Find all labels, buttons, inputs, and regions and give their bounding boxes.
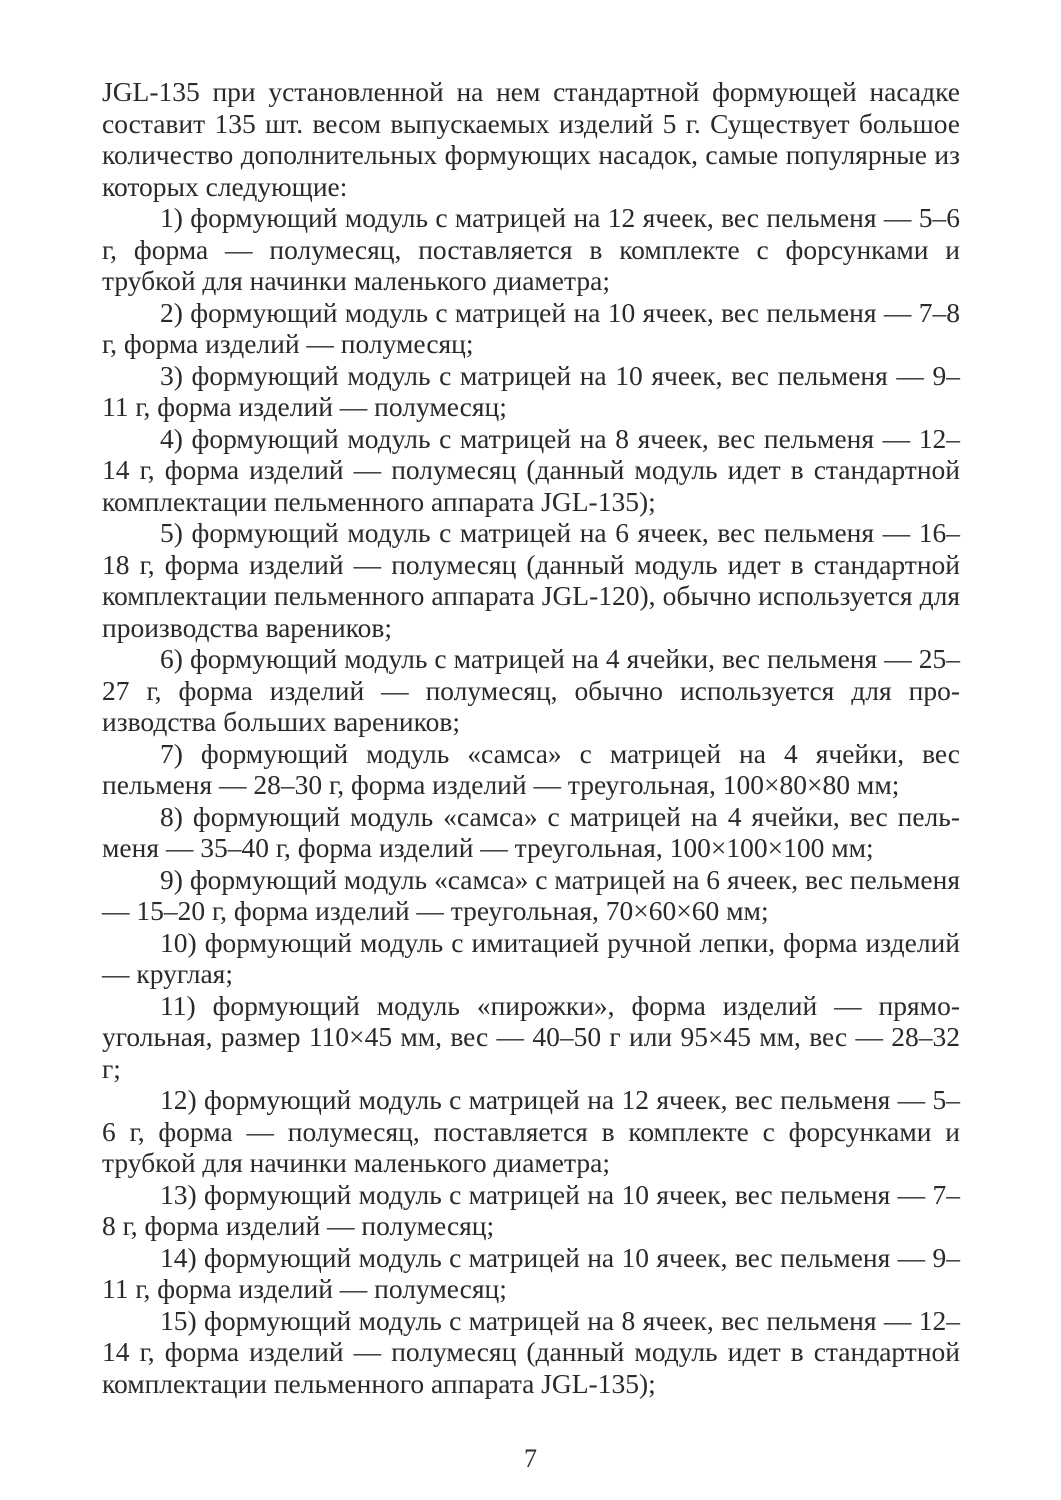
page-number: 7: [524, 1444, 537, 1473]
list-item: 7) формующий модуль «самса» с матрицей на 4 ячейки, вес пельменя — 28–30 г, форма изделий — треугольная, 100×80×80 мм;: [102, 737, 960, 800]
list-item: 1) формующий модуль с матрицей на 12 ячеек, вес пельменя — 5–6 г, форма — полумесяц, поставляется в комплекте с форсунками и трубкой для начинки маленького диаметра;: [102, 202, 960, 296]
list-item: 11) формующий модуль «пирожки», форма изделий — прямоугольная, размер 110×45 мм, вес — 40–50 г или 95×45 мм, вес — 28–32 г;: [102, 989, 960, 1084]
list-item: 9) формующий модуль «самса» с матрицей на 6 ячеек, вес пельменя — 15–20 г, форма изделий — треугольная, 70×60×60 мм;: [102, 863, 960, 926]
intro-paragraph: JGL-135 при установленной на нем стандартной формующей насадке составит 135 шт. весом выпускаемых изделий 5 г. Существует большое количество дополнительных формующих насадок, самые популярные из которых следующие:: [102, 76, 960, 202]
list-item: 15) формующий модуль с матрицей на 8 ячеек, вес пельменя — 12–14 г, форма изделий — полумесяц (данный модуль идет в стандартной комплектации пельменного аппарата JGL-135);: [102, 1304, 960, 1399]
list-item: 8) формующий модуль «самса» с матрицей на 4 ячейки, вес пельменя — 35–40 г, форма изделий — треугольная, 100×100×100 мм;: [102, 800, 960, 863]
list-item: 5) формующий модуль с матрицей на 6 ячеек, вес пельменя — 16–18 г, форма изделий — полумесяц (данный модуль идет в стандартной комплектации пельменного аппарата JGL-120), обычно используется для производства вареников;: [102, 517, 960, 643]
list-item: 14) формующий модуль с матрицей на 10 ячеек, вес пельменя — 9–11 г, форма изделий — полумесяц;: [102, 1241, 960, 1304]
list-item: 6) формующий модуль с матрицей на 4 ячейки, вес пельменя — 25–27 г, форма изделий — полумесяц, обычно используется для производства больших вареников;: [102, 643, 960, 737]
list-item: 4) формующий модуль с матрицей на 8 ячеек, вес пельменя — 12–14 г, форма изделий — полумесяц (данный модуль идет в стандартной комплектации пельменного аппарата JGL-135);: [102, 422, 960, 517]
list-item: 13) формующий модуль с матрицей на 10 ячеек, вес пельменя — 7–8 г, форма изделий — полумесяц;: [102, 1178, 960, 1241]
body-text: [102, 76, 960, 1399]
list-item: 10) формующий модуль с имитацией ручной лепки, форма изделий — круглая;: [102, 926, 960, 989]
list-item: 2) формующий модуль с матрицей на 10 ячеек, вес пельменя — 7–8 г, форма изделий — полумесяц;: [102, 296, 960, 359]
list-item: 12) формующий модуль с матрицей на 12 ячеек, вес пельменя — 5–6 г, форма — полумесяц, поставляется в комплекте с форсунками и трубкой для начинки маленького диаметра;: [102, 1084, 960, 1178]
list-item: 3) формующий модуль с матрицей на 10 ячеек, вес пельменя — 9–11 г, форма изделий — полумесяц;: [102, 359, 960, 422]
